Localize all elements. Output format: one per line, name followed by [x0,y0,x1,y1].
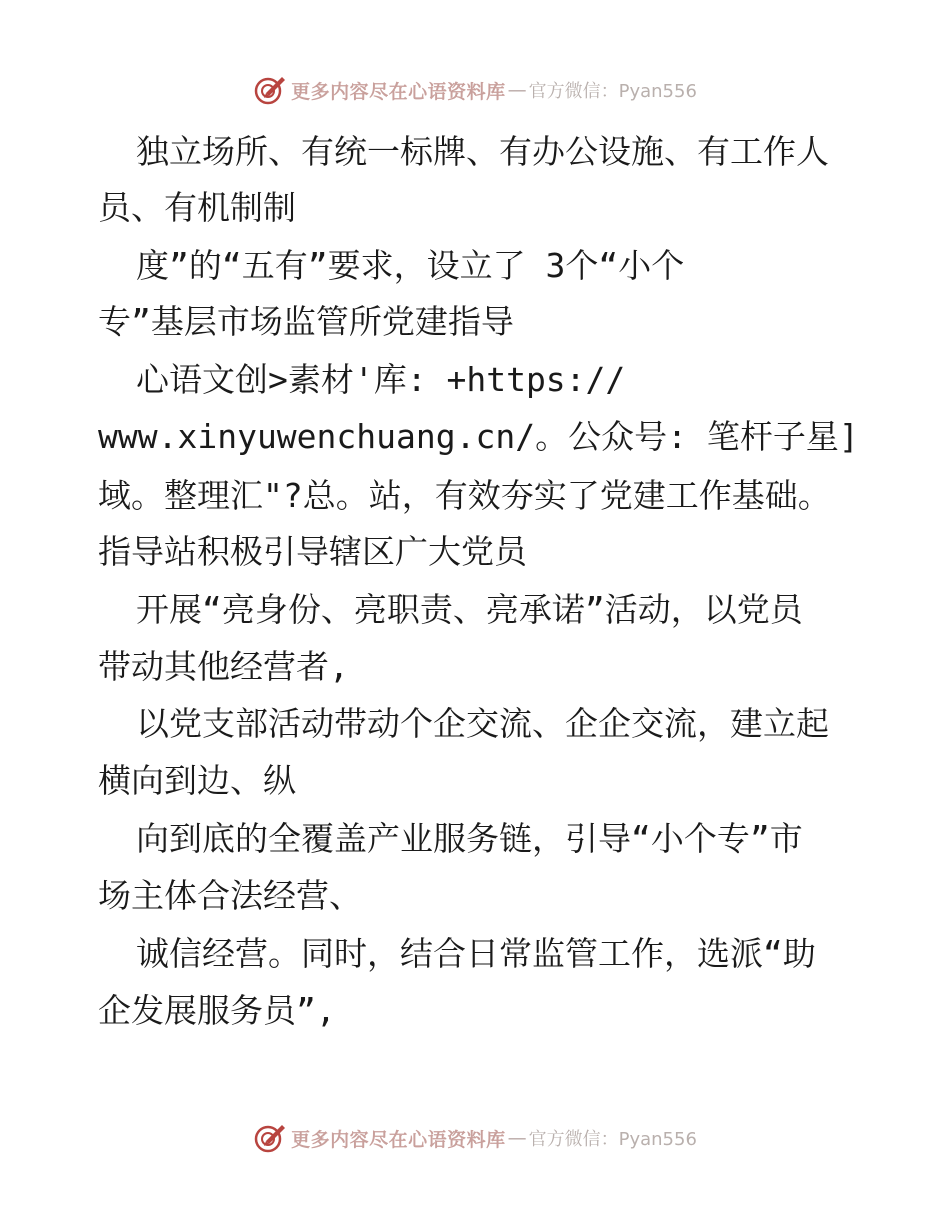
body-line: 指导站积极引导辖区广大党员 [98,532,527,571]
footer-watermark-banner [0,1118,950,1158]
header-banner-text: 更多内容尽在心语资料库 [291,80,506,103]
body-line: 独立场所、有统一标牌、有办公设施、有工作人 [136,132,829,171]
body-line: 度”的“五有”要求，设立了 3个“小个 [136,246,685,285]
footer-banner-wechat: 官方微信：Pyan556 [528,1129,697,1150]
body-line: 员、有机制制 [98,188,296,227]
header-banner-wechat: 官方微信：Pyan556 [528,81,697,102]
header-watermark-banner [0,70,950,110]
body-line: 以党支部活动带动个企交流、企企交流，建立起 [136,704,829,743]
body-line: 开展“亮身份、亮职责、亮承诺”活动，以党员 [136,590,803,629]
body-line: 专”基层市场监管所党建指导 [98,302,514,341]
body-line: 心语文创>素材'库: +https:// [136,360,626,399]
footer-banner-separator: — [507,1127,527,1149]
body-line: www.xinyuwenchuang.cn/。公众号: 笔杆子星] [98,417,859,456]
pen-logo-icon [253,73,287,107]
footer-banner-text: 更多内容尽在心语资料库 [291,1128,506,1151]
body-line: 企发展服务员”, [98,991,336,1030]
pen-logo-icon [253,1121,287,1155]
body-line: 域。整理汇"?总。站，有效夯实了党建工作基础。 [98,476,831,515]
header-banner-separator: — [507,79,527,101]
body-line: 场主体合法经营、 [98,876,362,915]
body-line: 横向到边、纵 [98,761,296,800]
body-line: 诚信经营。同时，结合日常监管工作，选派“助 [136,934,816,973]
body-line: 带动其他经营者, [98,647,349,686]
body-line: 向到底的全覆盖产业服务链，引导“小个专”市 [136,819,803,858]
